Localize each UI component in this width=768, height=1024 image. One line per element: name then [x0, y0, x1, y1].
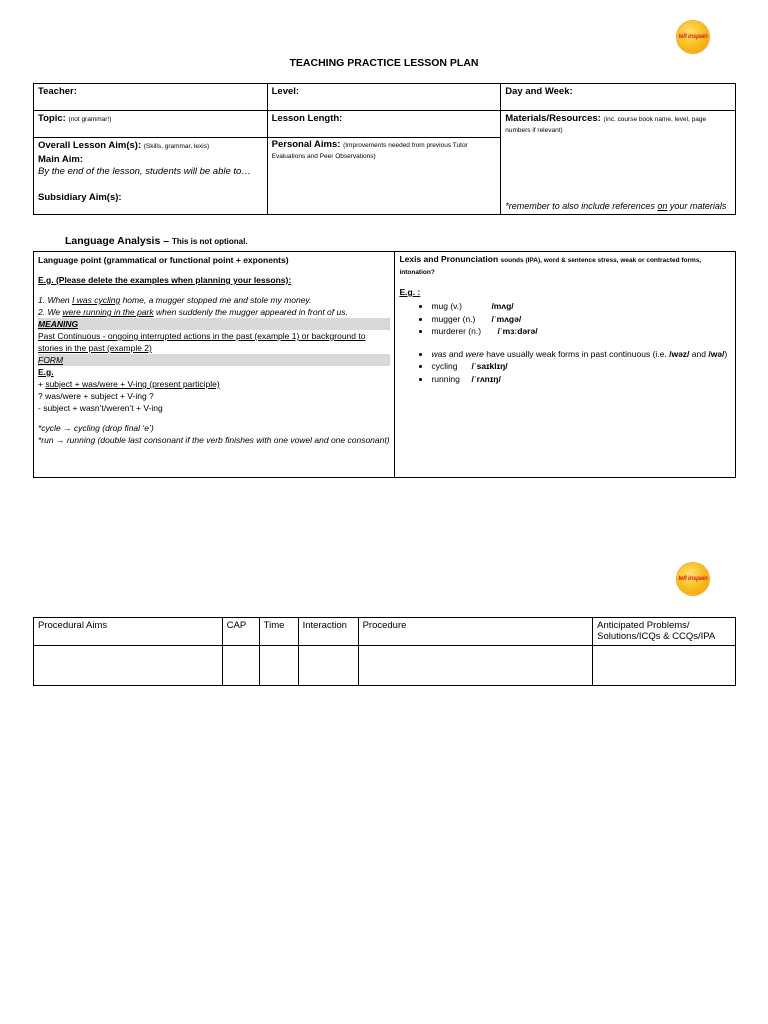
personal-aims-label: Personal Aims: — [271, 139, 341, 150]
form-label: FORM — [38, 354, 390, 366]
topic-label: Topic: — [38, 113, 66, 124]
topic-note: (not grammar!) — [68, 116, 112, 123]
lexis-list-2 — [399, 348, 731, 386]
col-cap: CAP — [222, 618, 259, 646]
materials-label: Materials/Resources: — [505, 113, 601, 124]
lexis-eg-heading: E.g. : — [399, 287, 421, 297]
col-procedure: Procedure — [358, 618, 593, 646]
page-title: TEACHING PRACTICE LESSON PLAN — [289, 57, 479, 69]
lexis-item: • cycling /ˈsaɪklɪŋ/ — [431, 360, 731, 373]
personal-aims-cell[interactable] — [267, 138, 501, 215]
lexis-title: Lexis and Pronunciation — [399, 254, 499, 264]
lexis-list-1 — [399, 300, 731, 338]
procedural-aims-input[interactable] — [34, 646, 223, 686]
teacher-cell[interactable]: Teacher: — [34, 84, 268, 111]
procedure-table — [33, 617, 736, 686]
language-point-cell[interactable] — [34, 252, 395, 478]
lexis-item: • murderer (n.) /ˈmɜːdərə/ — [431, 325, 731, 338]
interaction-input[interactable] — [298, 646, 358, 686]
weak-forms-item: • was and were have usually weak forms in past continuous (i.e. /wəz/ and /wə/) — [431, 348, 731, 361]
form-eg: E.g. — [38, 367, 54, 377]
example-1: 1. When I was cycling home, a mugger stopped me and stole my money. — [38, 295, 312, 305]
time-input[interactable] — [259, 646, 298, 686]
la-heading-text: Language Analysis – — [65, 235, 172, 247]
lexis-item: • running /ˈrʌnɪŋ/ — [431, 373, 731, 386]
col-interaction: Interaction — [298, 618, 358, 646]
cap-input[interactable] — [222, 646, 259, 686]
materials-note: (inc. course book name, level, page numbers if relevant) — [505, 116, 707, 134]
language-point-title: Language point (grammatical or functional point + exponents) — [38, 255, 289, 265]
spelling-rule-2: *run → running (double last consonant if the verb finishes with one vowel and one consonant) — [38, 435, 390, 445]
meaning-label: MEANING — [38, 318, 390, 330]
lexis-note: sounds (IPA), word & sentence stress, weak or contracted forms, intonation? — [399, 257, 702, 276]
lesson-length-cell[interactable]: Lesson Length: — [267, 111, 501, 138]
language-analysis-heading — [65, 235, 248, 247]
aims-cell[interactable] — [34, 138, 268, 215]
eg-heading: E.g. (Please delete the examples when planning your lessons): — [38, 275, 292, 285]
spelling-rule-1: *cycle → cycling (drop final ‘e’) — [38, 423, 154, 433]
form-positive: + subject + was/were + V-ing (present participle) — [38, 379, 220, 389]
la-heading-note: This is not optional. — [171, 237, 248, 246]
form-negative: - subject + wasn’t/weren’t + V-ing — [38, 403, 163, 413]
subsidiary-aims-label: Subsidiary Aim(s): — [38, 191, 122, 203]
logo-text: tefl inspain — [678, 576, 708, 582]
col-anticipated-problems: Anticipated Problems/ Solutions/ICQs & CCQs/IPA — [593, 618, 736, 646]
main-aim-label: Main Aim: — [38, 153, 84, 165]
procedure-input[interactable] — [358, 646, 593, 686]
col-procedural-aims: Procedural Aims — [34, 618, 223, 646]
personal-aims-note: (Improvements needed from previous Tutor Evaluations and Peer Observations) — [271, 142, 468, 160]
day-week-cell[interactable]: Day and Week: — [501, 84, 736, 111]
lesson-header-table — [33, 83, 736, 215]
language-analysis-table — [33, 251, 736, 478]
level-cell[interactable]: Level: — [267, 84, 501, 111]
anticipated-problems-input[interactable] — [593, 646, 736, 686]
tefl-logo-bottom — [677, 563, 709, 595]
materials-reminder: *remember to also include references on your materials — [505, 201, 727, 211]
example-2: 2. We were running in the park when suddenly the mugger appeared in front of us. — [38, 307, 348, 317]
logo-text: tefl inspain — [678, 34, 708, 40]
lexis-pronunciation-cell[interactable] — [395, 252, 736, 478]
form-question: ? was/were + subject + V-ing ? — [38, 391, 154, 401]
overall-aims-label: Overall Lesson Aim(s): — [38, 140, 142, 151]
col-time: Time — [259, 618, 298, 646]
lexis-item: • mugger (n.) /ˈmʌgə/ — [431, 313, 731, 326]
lexis-item: • mug (v.) /mʌg/ — [431, 300, 731, 313]
tefl-logo-top — [677, 21, 709, 53]
meaning-text: Past Continuous - ongoing interrupted actions in the past (example 1) or background to stories in the past (example 2) — [38, 331, 366, 353]
overall-aims-note: (Skills, grammar, lexis) — [143, 143, 210, 150]
main-aim-text: By the end of the lesson, students will be able to… — [38, 166, 251, 177]
topic-cell[interactable] — [34, 111, 268, 138]
materials-cell[interactable] — [501, 111, 736, 215]
